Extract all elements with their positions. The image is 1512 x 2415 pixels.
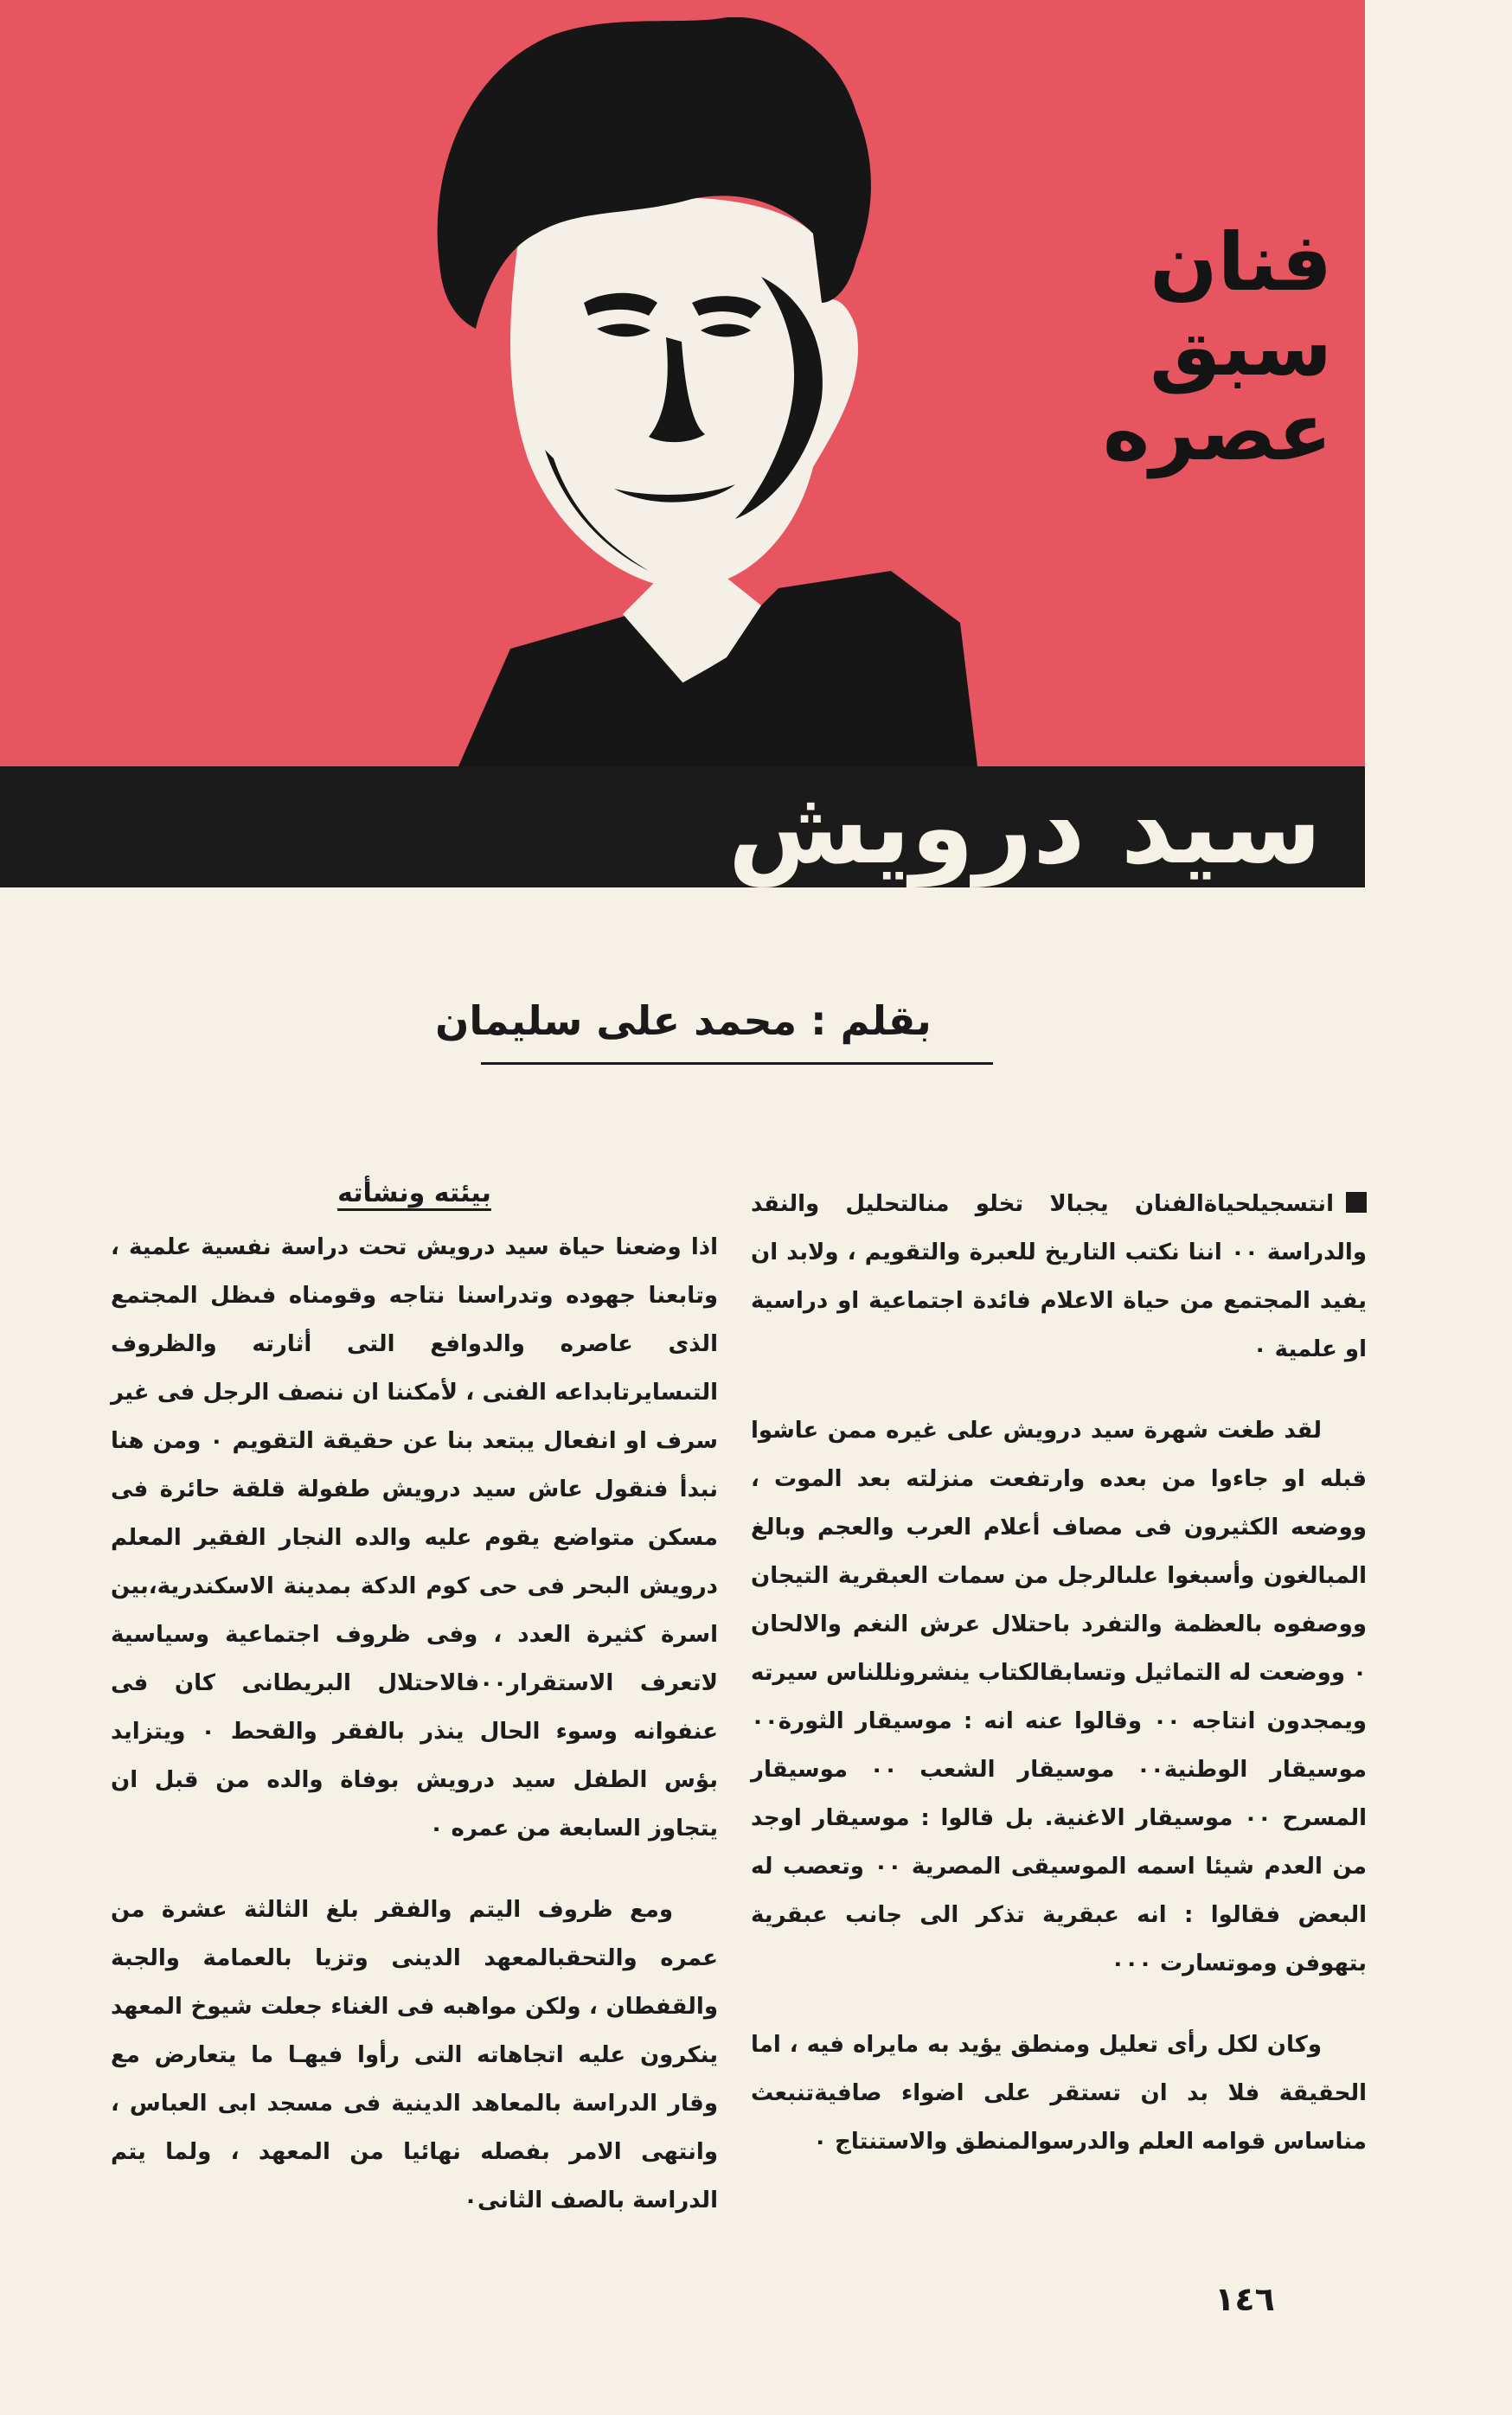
paragraph: ومع ظروف اليتم والفقر بلغ الثالثة عشرة من عمره والتحقبالمعهد الدينى وتزيا بالعمامة والجبة والقفطان ، ولكن مواهبه فى الغناء جعلت شيوخ المعهد ينكرون عليه اتجاهاته التى رأوا فيهـا ما يتعارض مع وقار الدراسة بالمعاهد الدينية فى مسجد ابى العباس ، وانتهى الامر بفصله نهائيا من المعهد ، ولما يتم الدراسة بالصف الثانى٠ [111, 1897, 718, 2213]
section-heading: بيئته ونشأته [337, 1178, 491, 1208]
subtitle-line-1: فنان [1150, 216, 1332, 309]
article-title: سيد درويش [727, 767, 1322, 887]
paragraph-text: انتسجيلحياةالفنان يجبالا تخلو منالتحليل والنقد والدراسة ٠٠ اننا نكتب التاريخ للعبرة والتقويم ، ولابد ان يفيد المجتمع من حياة الاعلام فائدة اجتماعية او دراسية او علمية ٠ [751, 1191, 1368, 1362]
subtitle-line-3: عصره [1102, 386, 1332, 478]
byline-underline [481, 1062, 993, 1065]
paragraph [751, 1180, 1367, 1374]
paragraph: وكان لكل رأى تعليل ومنطق يؤيد به مايراه فيه ، اما الحقيقة فلا بد ان تستقر على اضواء صافيةتنبعث مناساس قوامه العلم والدرسوالمنطق والاستنتاج ٠ [751, 2032, 1367, 2155]
portrait-illustration [407, 17, 977, 766]
header-red-panel [0, 0, 1365, 766]
paragraph: لقد طغت شهرة سيد درويش على غيره ممن عاشوا قبله او جاءوا من بعده وارتفعت منزلته بعد الموت ، ووضعه الكثيرون فى مصاف أعلام العرب والعجم وبالغ المبالغون وأسبغوا علىالرجل من سمات العبقرية التيجان ووصفوه بالعظمة والتفرد باحتلال عرش النغم والالحان ٠ ووضعت له التماثيل وتسابقالكتاب ينشرونللناس سيرته ويمجدون انتاجه ٠٠ وقالوا عنه انه : موسيقار الثورة٠٠ موسيقار الوطنية٠٠ موسيقار الشعب ٠٠ موسيقار المسرح ٠٠ موسيقار الاغنية. بل قالوا : موسيقار اوجد من العدم شيئا اسمه الموسيقى المصرية ٠٠ وتعصب له البعض فقالوا : انه عبقرية تذكر الى جانب عبقرية بتهوفن وموتسارت ٠٠٠ [751, 1418, 1367, 1976]
right-column [751, 1180, 1367, 2166]
subtitle-line-2: سبق [1150, 301, 1332, 394]
lead-square-marker [1346, 1192, 1367, 1213]
name-banner [0, 766, 1365, 887]
author-byline: بقلم : محمد على سليمان [435, 997, 932, 1044]
subtitle-lines [900, 216, 1332, 478]
left-column [111, 1169, 718, 2225]
paragraph: اذا وضعنا حياة سيد درويش تحت دراسة نفسية علمية ، وتابعنا جهوده وتدراسنا نتاجه وقومناه فىظل المجتمع الذى عاصره والدوافع التى أثارته والظروف التىسايرتابداعه الفنى ، لأمكننا ان ننصف الرجل فى غير سرف او انفعال يبتعد بنا عن حقيقة التقويم ٠ ومن هنا نبدأ فنقول عاش سيد درويش طفولة قلقة حائرة فى مسكن متواضع يقوم عليه والده النجار الفقير المعلم درويش البحر فى حى كوم الدكة بمدينة الاسكندرية،بين اسرة كثيرة العدد ، وفى ظروف اجتماعية وسياسية لاتعرف الاستقرار٠٠فالاحتلال البريطانى كان فى عنفوانه وسوء الحال ينذر بالفقر والقحط ٠ ويتزايد بؤس الطفل سيد درويش بوفاة والده من قبل ان يتجاوز السابعة من عمره ٠ [111, 1234, 719, 1842]
page-number: ١٤٦ [1214, 2280, 1275, 2318]
